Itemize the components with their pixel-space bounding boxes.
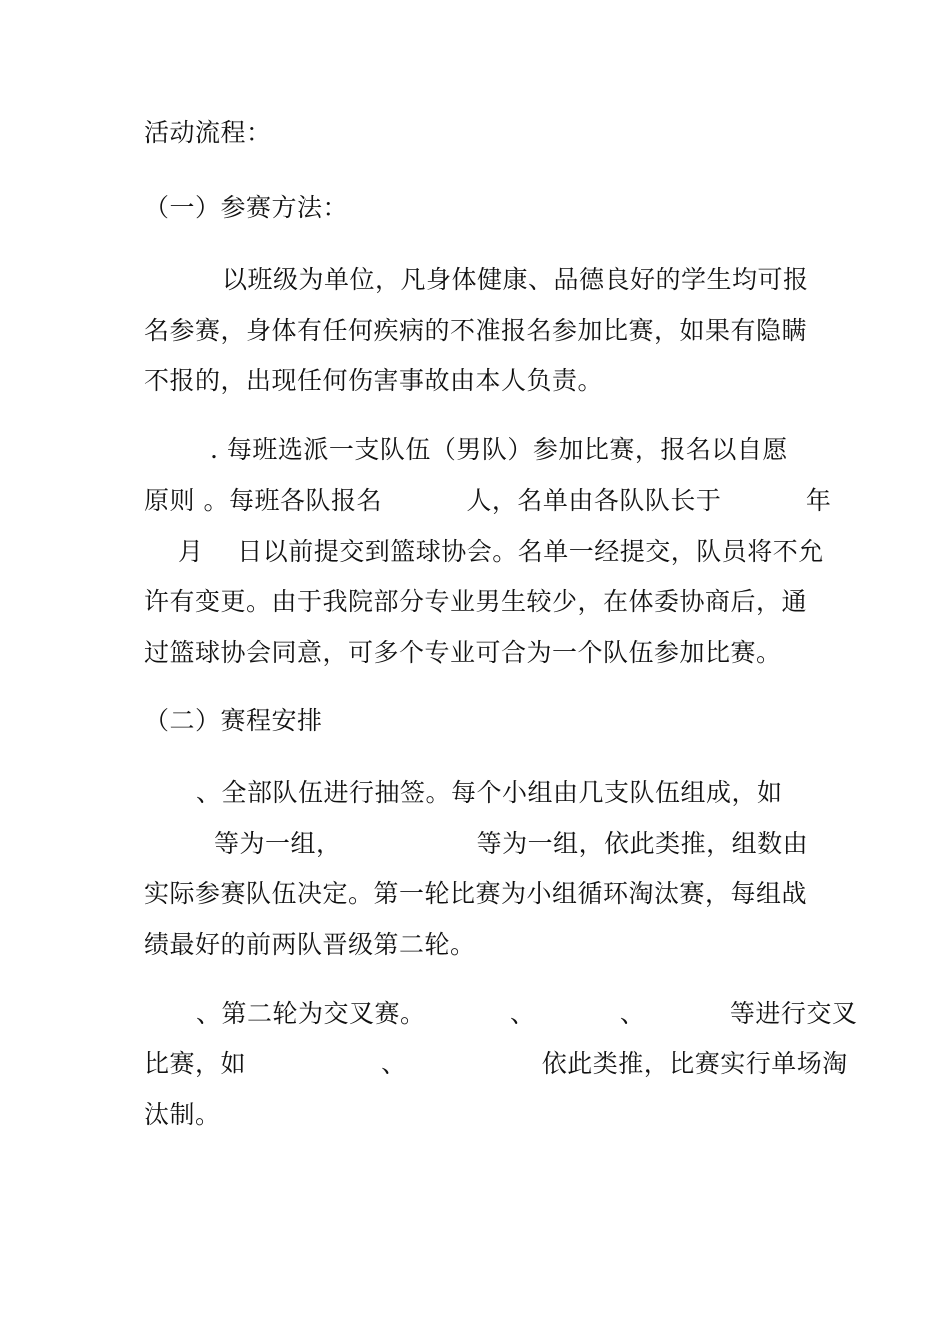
document-heading: 活动流程：: [144, 118, 272, 147]
section2-para2-line1: 、第二轮为交叉赛。 、 、 等进行交叉: [196, 999, 858, 1028]
section1-para2-line2: 原则 。每班各队报名 人，名单由各队队长于 年: [144, 486, 832, 515]
section1-para2-line5: 过篮球协会同意，可多个专业可合为一个队伍参加比赛。: [144, 638, 782, 667]
section2-para1-line4: 绩最好的前两队晋级第二轮。: [144, 930, 476, 959]
section2-para1-line1: 、全部队伍进行抽签。每个小组由几支队伍组成，如: [196, 778, 783, 807]
section1-para2-line3: 月 日以前提交到篮球协会。名单一经提交，队员将不允: [178, 537, 824, 566]
section1-para1-line2: 名参赛，身体有任何疾病的不准报名参加比赛，如果有隐瞒: [144, 316, 808, 345]
section1-para1-line3: 不报的，出现任何伤害事故由本人负责。: [144, 366, 604, 395]
section2-para1-line3: 实际参赛队伍决定。第一轮比赛为小组循环淘汰赛，每组战: [144, 879, 808, 908]
section2-para2-line2: 比赛，如 、 依此类推，比赛实行单场淘: [144, 1049, 848, 1078]
section1-para1-line1: 以班级为单位，凡身体健康、品德良好的学生均可报: [222, 265, 809, 294]
section2-para2-line3: 汰制。: [144, 1100, 221, 1129]
section2-title: （二）赛程安排: [144, 706, 323, 735]
section1-para2-line4: 许有变更。由于我院部分专业男生较少，在体委协商后，通: [144, 587, 808, 616]
section1-para2-line1: . 每班选派一支队伍（男队）参加比赛，报名以自愿: [210, 435, 788, 464]
section1-title: （一）参赛方法：: [144, 193, 349, 222]
section2-para1-line2: 等为一组， 等为一组，依此类推，组数由: [214, 829, 809, 858]
